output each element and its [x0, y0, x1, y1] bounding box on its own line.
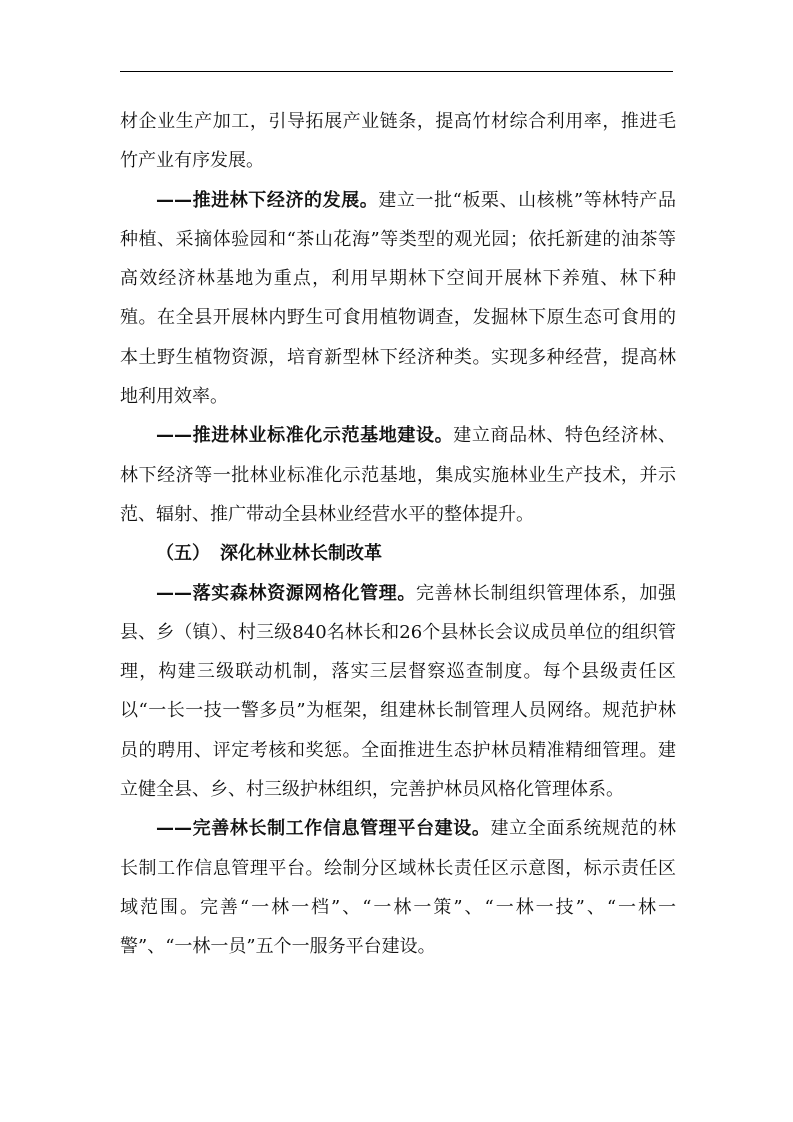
paragraph-lead: ——完善林长制工作信息管理平台建设。 — [156, 818, 491, 840]
paragraph-standardization-bases — [120, 416, 676, 534]
paragraph-info-platform — [120, 809, 676, 966]
paragraph-text: 建立商品林、特色经济林、林下经济等一批林业标准化示范基地，集成实施林业生产技术，并示范、辐射、推广带动全县林业经营水平的整体提升。 — [120, 425, 677, 525]
paragraph-lead: ——推进林下经济的发展。 — [156, 189, 379, 211]
section-number: （五） — [156, 543, 210, 565]
paragraph-text: 完善林长制组织管理体系，加强县、乡（镇）、村三级840名林长和26个县林长会议成员单位的组织管理，构建三级联动机制，落实三层督察巡查制度。每个县级责任区以“一长一技一警多员”为框架，组建林长制管理人员网络。规范护林员的聘用、评定考核和奖惩。全面推进生态护林员精准精细管理。建立健全县、乡、村三级护林组织，完善护林员风格化管理体系。 — [120, 582, 676, 801]
paragraph-lead: ——推进林业标准化示范基地建设。 — [156, 425, 454, 447]
paragraph-text: 建立全面系统规范的林长制工作信息管理平台。绘制分区域林长责任区示意图，标示责任区域范围。完善“一林一档”、“一林一策”、“一林一技”、“一林一警”、“一林一员”五个一服务平台建设。 — [120, 818, 677, 958]
paragraph-understory-economy — [120, 181, 676, 417]
paragraph-text: 材企业生产加工，引导拓展产业链条，提高竹材综合利用率，推进毛竹产业有序发展。 — [120, 111, 676, 172]
document-body — [120, 102, 676, 967]
section-heading-5 — [120, 534, 676, 573]
paragraph-bamboo-industry — [120, 102, 676, 181]
paragraph-grid-management — [120, 574, 676, 810]
paragraph-lead: ——落实森林资源网格化管理。 — [156, 582, 416, 604]
paragraph-text: 建立一批“板栗、山核桃”等林特产品种植、采摘体验园和“茶山花海”等类型的观光园；依托新建的油茶等高效经济林基地为重点，利用早期林下空间开展林下养殖、林下种殖。在全县开展林内野生可食用植物调查，发掘林下原生态可食用的本土野生植物资源，培育新型林下经济种类。实现多种经营，提高林地利用效率。 — [120, 189, 677, 408]
section-title: 深化林业林长制改革 — [220, 543, 382, 565]
header-rule — [120, 71, 673, 72]
